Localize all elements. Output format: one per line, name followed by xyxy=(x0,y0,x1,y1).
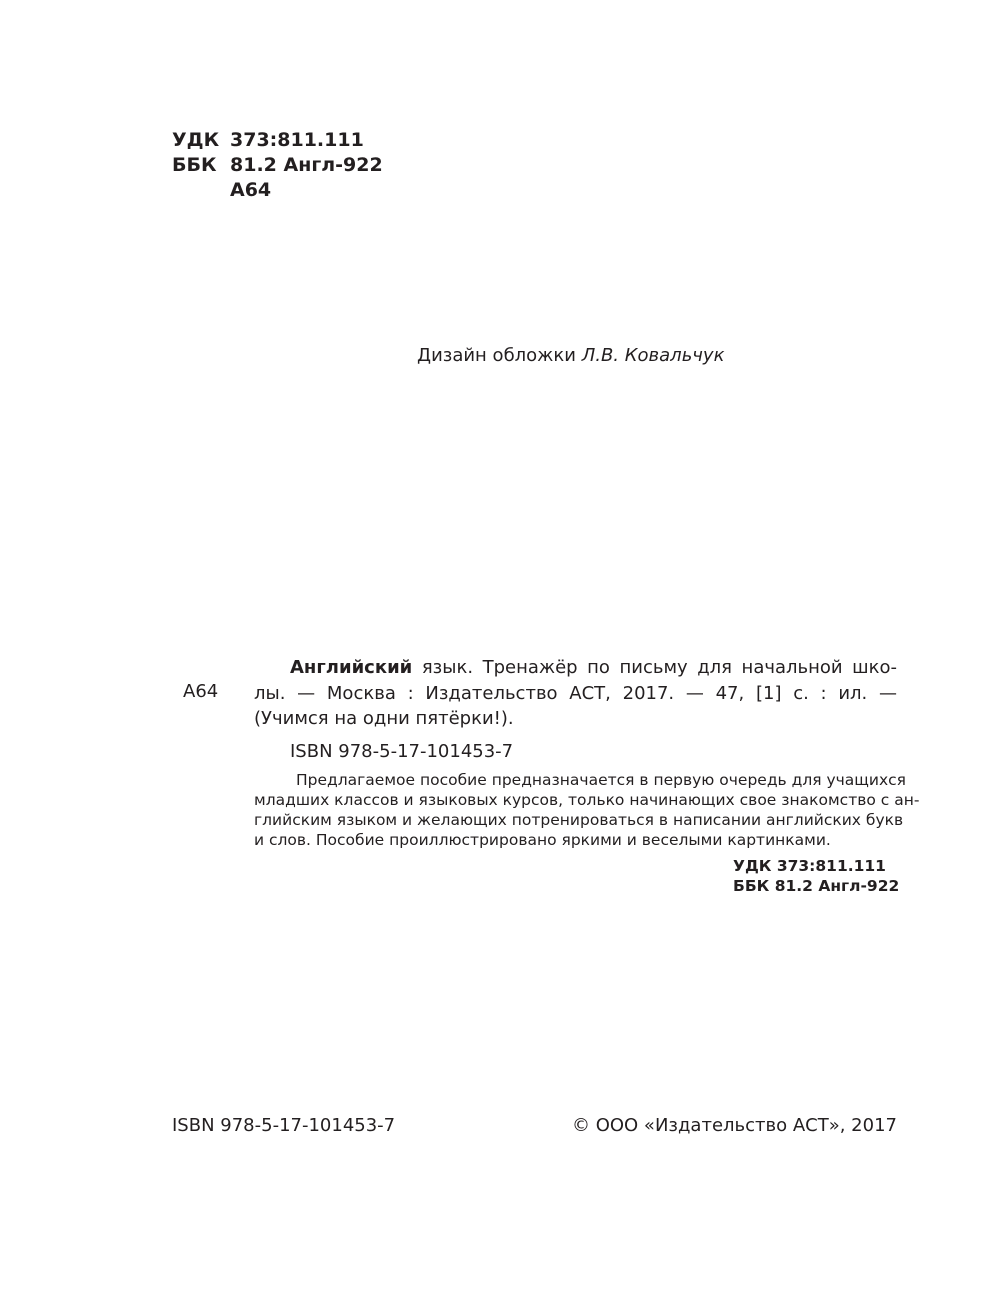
udk-value: 373:811.111 xyxy=(230,129,364,151)
design-credit xyxy=(417,345,724,366)
bbk-value: 81.2 Англ-922 xyxy=(230,154,383,176)
bbk-row xyxy=(172,153,383,178)
author-mark-top: А64 xyxy=(230,179,272,201)
udk-row xyxy=(172,128,364,153)
bibliographic-line-3: (Учимся на одни пятёрки!). xyxy=(254,708,514,729)
abstract-line-4: и слов. Пособие проиллюстрировано яркими и веселыми картинками. xyxy=(254,831,831,849)
abstract-line-3: глийским языком и желающих потренироваться в написании английских букв xyxy=(254,811,904,829)
footer-copyright: © ООО «Издательство АСТ», 2017 xyxy=(571,1115,897,1136)
bibliographic-line-1 xyxy=(290,655,897,681)
design-credit-prefix: Дизайн обложки xyxy=(417,345,576,366)
bbk-label: ББК xyxy=(172,154,217,176)
footer-isbn: ISBN 978-5-17-101453-7 xyxy=(172,1115,396,1136)
bibliographic-isbn: ISBN 978-5-17-101453-7 xyxy=(290,741,514,762)
bibliographic-line-2: лы. — Москва : Издательство АСТ, 2017. — 47, [1] с. : ил. — xyxy=(254,683,897,704)
designer-name: Л.В. Ковальчук xyxy=(581,345,725,366)
index-udk: УДК 373:811.111 xyxy=(733,857,886,875)
udk-label: УДК xyxy=(172,129,220,151)
bibliographic-line-1-rest: язык. Тренажёр по письму для начальной шко- xyxy=(412,657,897,678)
book-title-bold: Английский xyxy=(290,657,413,678)
bibliographic-author-mark: А64 xyxy=(183,681,219,702)
author-mark-row xyxy=(172,178,271,203)
abstract-line-2: младших классов и языковых курсов, только начинающих свое знакомство с ан- xyxy=(254,791,920,809)
abstract-line-1: Предлагаемое пособие предназначается в первую очередь для учащихся xyxy=(296,771,906,789)
index-bbk: ББК 81.2 Англ-922 xyxy=(733,877,900,895)
